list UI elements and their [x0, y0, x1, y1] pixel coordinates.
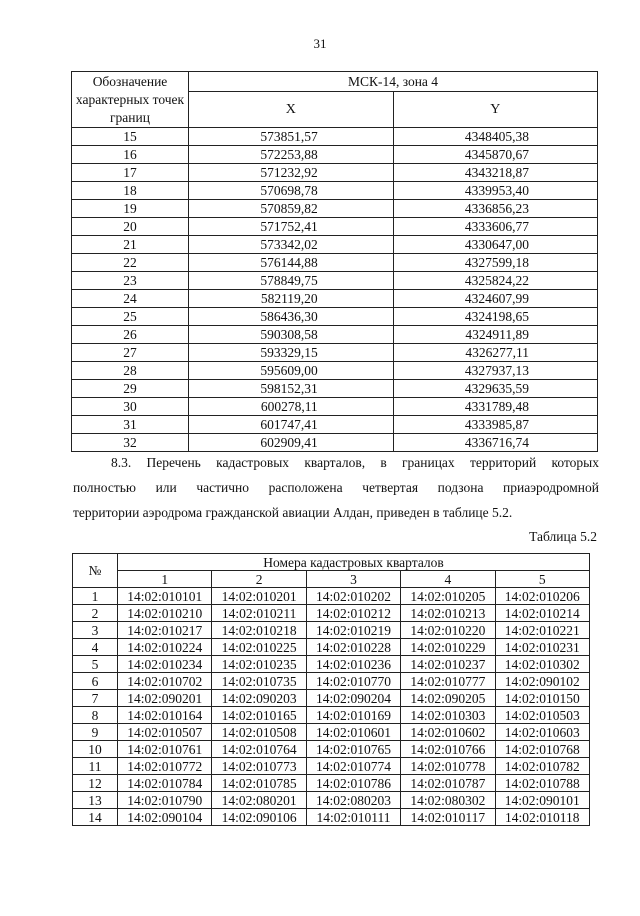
y-coordinate: 4325824,22: [393, 272, 597, 290]
row-number: 1: [73, 588, 118, 605]
y-coordinate: 4333606,77: [393, 218, 597, 236]
cadastral-quarter-number: 14:02:010774: [306, 758, 400, 775]
cadastral-quarters-table: [72, 553, 590, 826]
cadastral-quarter-number: 14:02:010601: [306, 724, 400, 741]
quarters-row: [73, 724, 590, 741]
y-coordinate: 4329635,59: [393, 380, 597, 398]
page-number: 31: [313, 36, 327, 51]
cadastral-quarter-number: 14:02:010164: [118, 707, 212, 724]
y-coordinate: 4324198,65: [393, 308, 597, 326]
point-number: 20: [72, 218, 189, 236]
x-coordinate: 590308,58: [189, 326, 394, 344]
y-coordinate: 4327937,13: [393, 362, 597, 380]
point-designation-header: Обозначение характерных точек границ: [72, 72, 189, 128]
cadastral-quarter-number: 14:02:010766: [401, 741, 495, 758]
x-coordinate: 593329,15: [189, 344, 394, 362]
paragraph-line: 8.3. Перечень кадастровых кварталов, в границах территорий которых: [111, 455, 599, 470]
paragraph-line: полностью или частично расположена четвертая подзона приаэродромной: [73, 480, 599, 495]
cadastral-quarter-number: 14:02:010210: [118, 605, 212, 622]
cadastral-quarter-number: 14:02:010118: [495, 809, 589, 826]
point-number: 22: [72, 254, 189, 272]
y-coordinate: 4331789,48: [393, 398, 597, 416]
y-coordinate: 4324911,89: [393, 326, 597, 344]
cadastral-quarter-number: 14:02:080302: [401, 792, 495, 809]
y-coordinate: 4345870,67: [393, 146, 597, 164]
cadastral-quarter-number: 14:02:010702: [118, 673, 212, 690]
row-number: 11: [73, 758, 118, 775]
quarter-column-number: 4: [401, 571, 495, 588]
x-coordinate: 595609,00: [189, 362, 394, 380]
coords-row: [72, 380, 598, 398]
x-coordinate: 571232,92: [189, 164, 394, 182]
coords-row: [72, 236, 598, 254]
quarters-row: [73, 775, 590, 792]
cadastral-quarter-number: 14:02:010785: [212, 775, 306, 792]
cadastral-quarter-number: 14:02:010735: [212, 673, 306, 690]
cadastral-quarter-number: 14:02:010788: [495, 775, 589, 792]
point-number: 23: [72, 272, 189, 290]
row-number: 4: [73, 639, 118, 656]
cadastral-quarter-number: 14:02:010217: [118, 622, 212, 639]
quarters-row: [73, 639, 590, 656]
cadastral-quarter-number: 14:02:010225: [212, 639, 306, 656]
cadastral-quarter-number: 14:02:010770: [306, 673, 400, 690]
cadastral-quarter-number: 14:02:010117: [401, 809, 495, 826]
coords-row: [72, 272, 598, 290]
cadastral-quarter-number: 14:02:010218: [212, 622, 306, 639]
y-coordinate: 4339953,40: [393, 182, 597, 200]
point-number: 18: [72, 182, 189, 200]
row-number: 14: [73, 809, 118, 826]
cadastral-quarter-number: 14:02:010236: [306, 656, 400, 673]
quarters-group-header: Номера кадастровых кварталов: [118, 554, 590, 571]
cadastral-quarter-number: 14:02:010205: [401, 588, 495, 605]
cadastral-quarter-number: 14:02:010790: [118, 792, 212, 809]
cadastral-quarter-number: 14:02:010508: [212, 724, 306, 741]
point-number: 25: [72, 308, 189, 326]
x-coordinate: 576144,88: [189, 254, 394, 272]
row-number: 12: [73, 775, 118, 792]
point-number: 28: [72, 362, 189, 380]
quarters-row: [73, 707, 590, 724]
cadastral-quarter-number: 14:02:010219: [306, 622, 400, 639]
cadastral-quarter-number: 14:02:010101: [118, 588, 212, 605]
cadastral-quarter-number: 14:02:010778: [401, 758, 495, 775]
coords-row: [72, 218, 598, 236]
cadastral-quarter-number: 14:02:010603: [495, 724, 589, 741]
cadastral-quarter-number: 14:02:010212: [306, 605, 400, 622]
cadastral-quarter-number: 14:02:010772: [118, 758, 212, 775]
x-coordinate: 582119,20: [189, 290, 394, 308]
x-coordinate: 578849,75: [189, 272, 394, 290]
cadastral-quarter-number: 14:02:010165: [212, 707, 306, 724]
row-number: 3: [73, 622, 118, 639]
cadastral-quarter-number: 14:02:010786: [306, 775, 400, 792]
cadastral-quarter-number: 14:02:010231: [495, 639, 589, 656]
coordinates-table: [71, 71, 598, 452]
cadastral-quarter-number: 14:02:010228: [306, 639, 400, 656]
y-coordinate: 4326277,11: [393, 344, 597, 362]
cadastral-quarter-number: 14:02:010773: [212, 758, 306, 775]
cadastral-quarter-number: 14:02:010220: [401, 622, 495, 639]
row-number: 6: [73, 673, 118, 690]
x-coordinate: 598152,31: [189, 380, 394, 398]
quarters-row: [73, 690, 590, 707]
quarters-row: [73, 758, 590, 775]
cadastral-quarter-number: 14:02:010234: [118, 656, 212, 673]
row-number: 5: [73, 656, 118, 673]
x-coordinate: 573851,57: [189, 128, 394, 146]
quarters-column-number-row: [73, 571, 590, 588]
y-coordinate: 4336716,74: [393, 434, 597, 452]
quarters-row: [73, 605, 590, 622]
cadastral-quarter-number: 14:02:010211: [212, 605, 306, 622]
cadastral-quarter-number: 14:02:010787: [401, 775, 495, 792]
row-number: 7: [73, 690, 118, 707]
cadastral-quarter-number: 14:02:090104: [118, 809, 212, 826]
point-number: 32: [72, 434, 189, 452]
point-number: 21: [72, 236, 189, 254]
y-coordinate: 4330647,00: [393, 236, 597, 254]
quarters-header-row: [73, 554, 590, 571]
point-number: 15: [72, 128, 189, 146]
cadastral-quarter-number: 14:02:090102: [495, 673, 589, 690]
quarter-column-number: 5: [495, 571, 589, 588]
cadastral-quarter-number: 14:02:010221: [495, 622, 589, 639]
cadastral-quarter-number: 14:02:010765: [306, 741, 400, 758]
coordinate-system-header: МСК-14, зона 4: [189, 72, 598, 92]
cadastral-quarter-number: 14:02:080203: [306, 792, 400, 809]
cadastral-quarter-number: 14:02:010224: [118, 639, 212, 656]
row-number: 2: [73, 605, 118, 622]
cadastral-quarter-number: 14:02:010784: [118, 775, 212, 792]
coords-row: [72, 254, 598, 272]
point-number: 19: [72, 200, 189, 218]
coords-row: [72, 164, 598, 182]
quarter-column-number: 3: [306, 571, 400, 588]
row-number: 13: [73, 792, 118, 809]
paragraph-8-3: [73, 450, 599, 525]
x-coordinate: 586436,30: [189, 308, 394, 326]
row-number: 8: [73, 707, 118, 724]
point-number: 26: [72, 326, 189, 344]
y-coordinate: 4348405,38: [393, 128, 597, 146]
cadastral-quarter-number: 14:02:010303: [401, 707, 495, 724]
coords-row: [72, 362, 598, 380]
point-number: 17: [72, 164, 189, 182]
x-coordinate: 572253,88: [189, 146, 394, 164]
cadastral-quarter-number: 14:02:010302: [495, 656, 589, 673]
cadastral-quarter-number: 14:02:010213: [401, 605, 495, 622]
point-number: 31: [72, 416, 189, 434]
cadastral-quarter-number: 14:02:010201: [212, 588, 306, 605]
number-column-header: №: [73, 554, 118, 588]
coords-header-row: [72, 72, 598, 92]
cadastral-quarter-number: 14:02:090101: [495, 792, 589, 809]
cadastral-quarter-number: 14:02:010507: [118, 724, 212, 741]
quarters-row: [73, 656, 590, 673]
quarters-row: [73, 792, 590, 809]
x-coordinate: 573342,02: [189, 236, 394, 254]
x-column-header: X: [189, 92, 394, 128]
cadastral-quarter-number: 14:02:010229: [401, 639, 495, 656]
cadastral-quarter-number: 14:02:010777: [401, 673, 495, 690]
table-caption: Таблица 5.2: [529, 529, 597, 544]
cadastral-quarter-number: 14:02:010782: [495, 758, 589, 775]
quarters-row: [73, 741, 590, 758]
row-number: 9: [73, 724, 118, 741]
cadastral-quarter-number: 14:02:090201: [118, 690, 212, 707]
cadastral-quarter-number: 14:02:010206: [495, 588, 589, 605]
point-number: 16: [72, 146, 189, 164]
quarter-column-number: 1: [118, 571, 212, 588]
cadastral-quarter-number: 14:02:010761: [118, 741, 212, 758]
cadastral-quarter-number: 14:02:010602: [401, 724, 495, 741]
cadastral-quarter-number: 14:02:010214: [495, 605, 589, 622]
cadastral-quarter-number: 14:02:080201: [212, 792, 306, 809]
cadastral-quarter-number: 14:02:090205: [401, 690, 495, 707]
point-number: 27: [72, 344, 189, 362]
coords-row: [72, 182, 598, 200]
coords-row: [72, 128, 598, 146]
y-coordinate: 4324607,99: [393, 290, 597, 308]
x-coordinate: 570698,78: [189, 182, 394, 200]
cadastral-quarter-number: 14:02:010768: [495, 741, 589, 758]
y-coordinate: 4327599,18: [393, 254, 597, 272]
cadastral-quarter-number: 14:02:010150: [495, 690, 589, 707]
quarter-column-number: 2: [212, 571, 306, 588]
y-column-header: Y: [393, 92, 597, 128]
coords-row: [72, 146, 598, 164]
coords-row: [72, 308, 598, 326]
cadastral-quarter-number: 14:02:010202: [306, 588, 400, 605]
point-number: 24: [72, 290, 189, 308]
cadastral-quarter-number: 14:02:010237: [401, 656, 495, 673]
y-coordinate: 4343218,87: [393, 164, 597, 182]
x-coordinate: 570859,82: [189, 200, 394, 218]
x-coordinate: 571752,41: [189, 218, 394, 236]
y-coordinate: 4336856,23: [393, 200, 597, 218]
cadastral-quarter-number: 14:02:090204: [306, 690, 400, 707]
row-number: 10: [73, 741, 118, 758]
paragraph-line: территории аэродрома гражданской авиации Алдан, приведен в таблице 5.2.: [73, 505, 513, 520]
point-number: 29: [72, 380, 189, 398]
coords-row: [72, 434, 598, 452]
y-coordinate: 4333985,87: [393, 416, 597, 434]
coords-row: [72, 344, 598, 362]
coords-row: [72, 326, 598, 344]
quarters-row: [73, 588, 590, 605]
cadastral-quarter-number: 14:02:090203: [212, 690, 306, 707]
point-number: 30: [72, 398, 189, 416]
cadastral-quarter-number: 14:02:090106: [212, 809, 306, 826]
cadastral-quarter-number: 14:02:010235: [212, 656, 306, 673]
coords-row: [72, 290, 598, 308]
quarters-row: [73, 673, 590, 690]
x-coordinate: 600278,11: [189, 398, 394, 416]
x-coordinate: 602909,41: [189, 434, 394, 452]
cadastral-quarter-number: 14:02:010764: [212, 741, 306, 758]
quarters-row: [73, 809, 590, 826]
coords-row: [72, 398, 598, 416]
quarters-row: [73, 622, 590, 639]
cadastral-quarter-number: 14:02:010169: [306, 707, 400, 724]
x-coordinate: 601747,41: [189, 416, 394, 434]
cadastral-quarter-number: 14:02:010503: [495, 707, 589, 724]
coords-row: [72, 200, 598, 218]
cadastral-quarter-number: 14:02:010111: [306, 809, 400, 826]
coords-row: [72, 416, 598, 434]
